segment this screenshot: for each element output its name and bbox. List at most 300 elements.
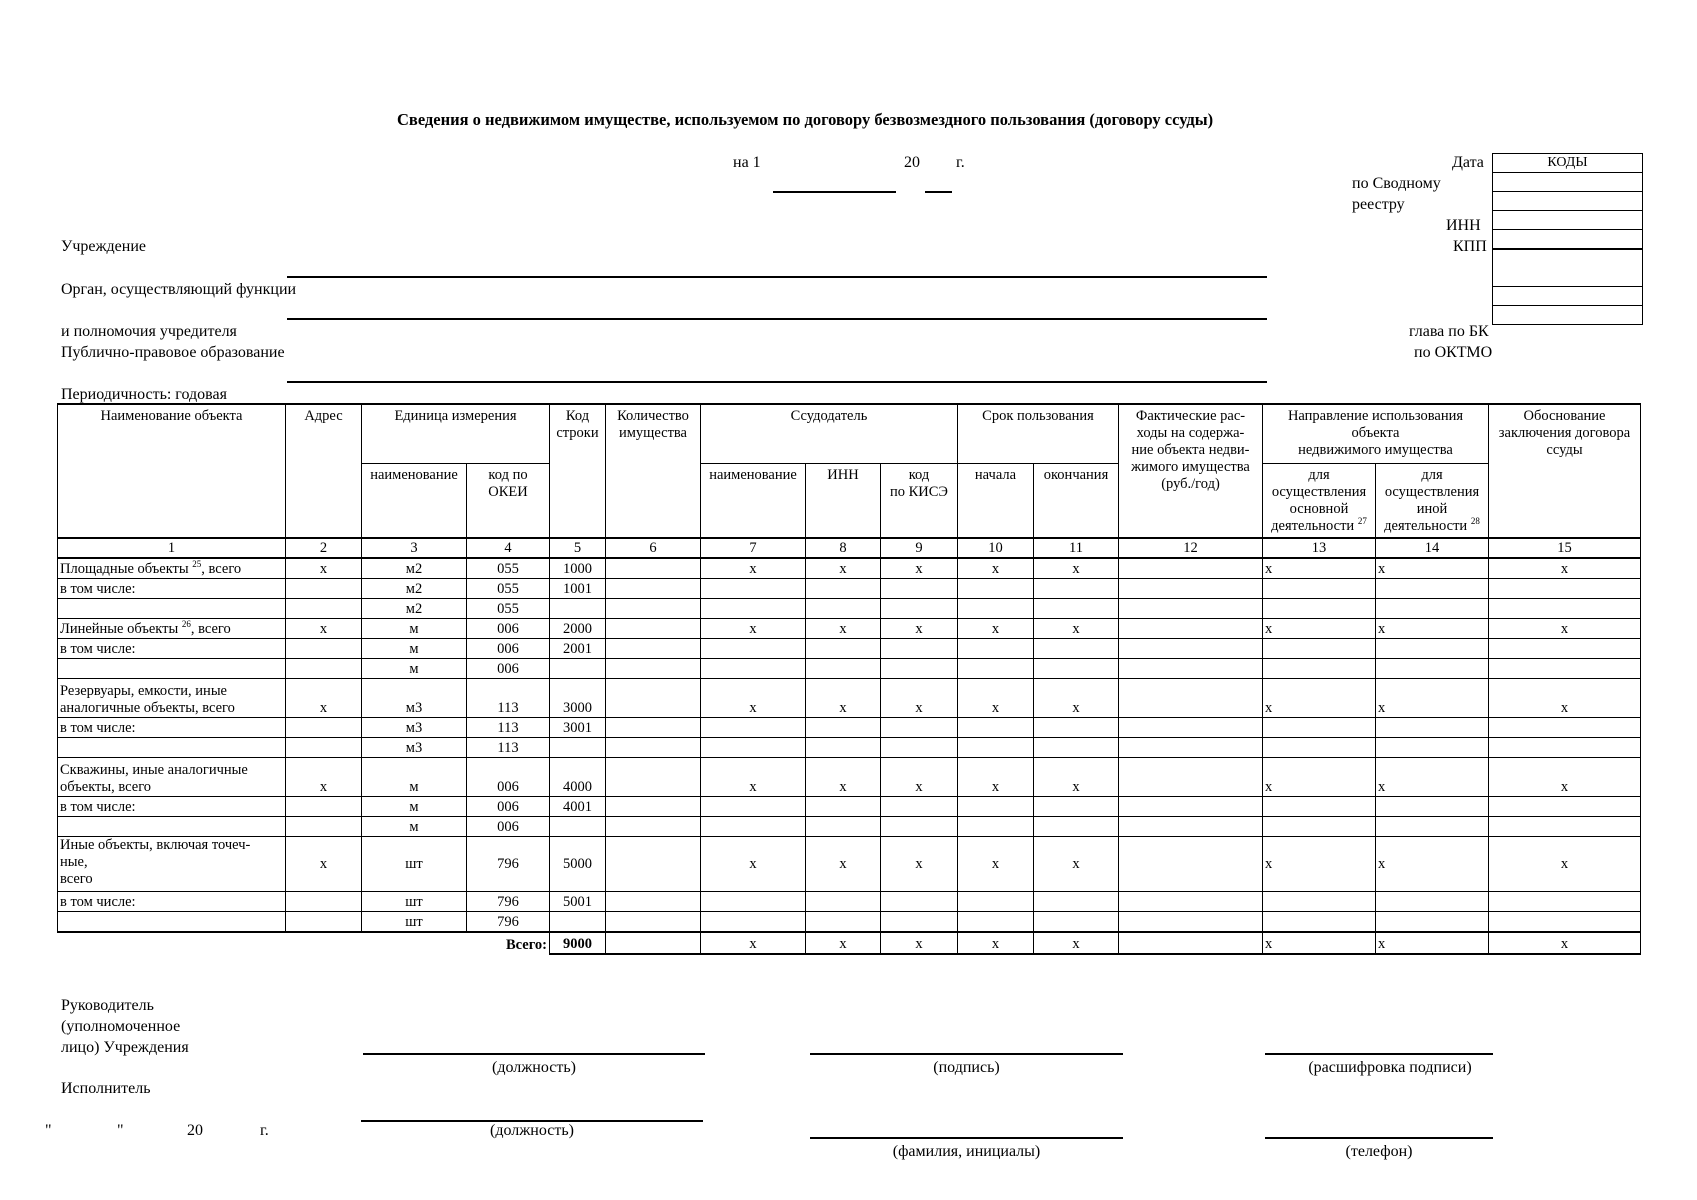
total-expenses-cell[interactable] <box>1119 932 1263 954</box>
executor-fio-line[interactable] <box>810 1137 1123 1139</box>
term-end-cell: х <box>1034 837 1119 892</box>
total-lender-inn-cell: х <box>806 932 881 954</box>
basis-cell[interactable] <box>1489 738 1641 758</box>
lender-name-cell[interactable] <box>701 892 806 912</box>
row-code-cell[interactable] <box>550 738 606 758</box>
lender-inn-cell: х <box>806 837 881 892</box>
address-cell[interactable] <box>286 817 362 837</box>
term-end-cell[interactable] <box>1034 599 1119 619</box>
expenses-cell[interactable] <box>1119 738 1263 758</box>
col-number: 15 <box>1489 538 1641 558</box>
table-row <box>58 599 1641 619</box>
total-lender-name-cell: х <box>701 932 806 954</box>
expenses-cell[interactable] <box>1119 558 1263 579</box>
total-label: Всего: <box>58 932 550 954</box>
expenses-cell[interactable] <box>1119 912 1263 933</box>
dir-main-cell[interactable] <box>1263 892 1376 912</box>
term-start-cell[interactable] <box>958 892 1034 912</box>
lender-kise-cell: х <box>881 619 958 639</box>
basis-cell: х <box>1489 558 1641 579</box>
report-date-year: 20 <box>904 154 920 171</box>
code-date-cell[interactable] <box>1493 173 1643 192</box>
col-number: 1 <box>58 538 286 558</box>
quantity-cell[interactable] <box>606 758 701 797</box>
okei-cell: 006 <box>467 817 550 837</box>
unit-cell: м3 <box>362 738 467 758</box>
lender-inn-cell[interactable] <box>806 599 881 619</box>
codes-svodny-label-1: по Сводному <box>1352 175 1441 192</box>
lender-name-cell[interactable] <box>701 718 806 738</box>
expenses-cell[interactable] <box>1119 599 1263 619</box>
code-svodny-cell[interactable] <box>1493 192 1643 211</box>
basis-cell: х <box>1489 758 1641 797</box>
lender-inn-cell[interactable] <box>806 579 881 599</box>
col-header-term: Срок пользования <box>958 404 1119 463</box>
col-header-expenses: Фактические рас- ходы на содержа- ние объекта недви- жимого имущества (руб./год) <box>1119 404 1263 538</box>
address-cell[interactable] <box>286 738 362 758</box>
organ-line[interactable] <box>287 318 1267 320</box>
okei-cell: 796 <box>467 912 550 933</box>
unit-cell: м <box>362 659 467 679</box>
col-header-lender-kise: код по КИСЭ <box>881 463 958 538</box>
term-end-cell[interactable] <box>1034 817 1119 837</box>
address-cell[interactable] <box>286 599 362 619</box>
table-row <box>58 558 1641 579</box>
code-kpp-cell[interactable] <box>1493 230 1643 250</box>
table-row <box>58 837 1641 892</box>
col-number: 8 <box>806 538 881 558</box>
unit-cell: шт <box>362 837 467 892</box>
term-end-cell[interactable] <box>1034 738 1119 758</box>
lender-kise-cell[interactable] <box>881 797 958 817</box>
quantity-cell[interactable] <box>606 892 701 912</box>
date-year-line[interactable] <box>925 191 952 193</box>
okei-cell: 006 <box>467 797 550 817</box>
total-basis-cell: х <box>1489 932 1641 954</box>
code-organ-cell[interactable] <box>1493 249 1643 287</box>
dir-main-cell[interactable] <box>1263 817 1376 837</box>
column-numbers-row <box>58 538 1641 558</box>
col-header-quantity: Количество имущества <box>606 404 701 538</box>
basis-cell: х <box>1489 679 1641 718</box>
basis-cell: х <box>1489 837 1641 892</box>
row-code-cell: 1001 <box>550 579 606 599</box>
row-code-cell: 4000 <box>550 758 606 797</box>
term-end-cell[interactable] <box>1034 797 1119 817</box>
dir-other-cell[interactable] <box>1376 892 1489 912</box>
dir-other-cell[interactable] <box>1376 817 1489 837</box>
okei-cell: 006 <box>467 639 550 659</box>
row-code-cell[interactable] <box>550 599 606 619</box>
col-header-term-end: окончания <box>1034 463 1119 538</box>
quantity-cell[interactable] <box>606 817 701 837</box>
code-inn-cell[interactable] <box>1493 211 1643 230</box>
dir-main-cell[interactable] <box>1263 599 1376 619</box>
lender-name-cell[interactable] <box>701 797 806 817</box>
codes-oktmo-label: по ОКТМО <box>1414 344 1493 361</box>
institution-line[interactable] <box>287 276 1267 278</box>
lender-inn-cell[interactable] <box>806 797 881 817</box>
head-decoding-caption: (расшифровка подписи) <box>1308 1059 1472 1076</box>
col-header-lender: Ссудодатель <box>701 404 958 463</box>
expenses-cell[interactable] <box>1119 579 1263 599</box>
quantity-cell[interactable] <box>606 599 701 619</box>
row-name-cell: Линейные объекты $^{26}$, всего <box>58 619 286 639</box>
date-day-month-line[interactable] <box>773 191 896 193</box>
table-row <box>58 579 1641 599</box>
address-cell: х <box>286 558 362 579</box>
dir-other-cell[interactable] <box>1376 639 1489 659</box>
codes-date-label: Дата <box>1452 154 1484 171</box>
term-end-cell[interactable] <box>1034 892 1119 912</box>
term-end-cell[interactable] <box>1034 639 1119 659</box>
lender-name-cell[interactable] <box>701 579 806 599</box>
lender-kise-cell[interactable] <box>881 912 958 933</box>
quantity-cell[interactable] <box>606 679 701 718</box>
basis-cell[interactable] <box>1489 659 1641 679</box>
row-name-cell[interactable] <box>58 817 286 837</box>
col-number: 11 <box>1034 538 1119 558</box>
expenses-cell[interactable] <box>1119 817 1263 837</box>
okei-cell: 006 <box>467 659 550 679</box>
row-code-cell: 1000 <box>550 558 606 579</box>
col-header-okei: код по ОКЕИ <box>467 463 550 538</box>
address-cell: х <box>286 679 362 718</box>
row-name-cell: в том числе: <box>58 892 286 912</box>
signature-date-year: 20 <box>187 1122 203 1139</box>
unit-cell: м2 <box>362 579 467 599</box>
lender-name-cell[interactable] <box>701 659 806 679</box>
dir-main-cell[interactable] <box>1263 718 1376 738</box>
total-term-end-cell: х <box>1034 932 1119 954</box>
organ-label-1: Орган, осуществляющий функции <box>61 281 297 298</box>
row-code-cell[interactable] <box>550 659 606 679</box>
row-code-cell: 3001 <box>550 718 606 738</box>
basis-cell[interactable] <box>1489 579 1641 599</box>
periodicity-label: Периодичность: годовая <box>61 386 227 403</box>
address-cell[interactable] <box>286 639 362 659</box>
col-number: 13 <box>1263 538 1376 558</box>
quantity-cell[interactable] <box>606 619 701 639</box>
report-date-suffix: г. <box>956 154 965 171</box>
executor-phone-line[interactable] <box>1265 1137 1493 1139</box>
col-number: 6 <box>606 538 701 558</box>
codes-svodny-label-2: реестру <box>1352 196 1405 213</box>
organ-label-2: и полномочия учредителя <box>61 323 237 340</box>
unit-cell: м <box>362 797 467 817</box>
unit-cell: м3 <box>362 718 467 738</box>
table-row <box>58 797 1641 817</box>
col-number: 2 <box>286 538 362 558</box>
row-name-cell: в том числе: <box>58 718 286 738</box>
quantity-cell[interactable] <box>606 718 701 738</box>
dir-other-cell[interactable] <box>1376 797 1489 817</box>
term-start-cell[interactable] <box>958 599 1034 619</box>
head-signature-line[interactable] <box>810 1053 1123 1055</box>
lender-inn-cell[interactable] <box>806 817 881 837</box>
lender-inn-cell[interactable] <box>806 718 881 738</box>
expenses-cell[interactable] <box>1119 718 1263 738</box>
term-start-cell[interactable] <box>958 817 1034 837</box>
term-start-cell[interactable] <box>958 912 1034 933</box>
table-row <box>58 817 1641 837</box>
date-open-quote: " <box>45 1122 52 1139</box>
dir-other-cell: х <box>1376 558 1489 579</box>
col-header-lender-name: наименование <box>701 463 806 538</box>
col-header-unit-name: наименование <box>362 463 467 538</box>
row-name-cell[interactable] <box>58 659 286 679</box>
table-row <box>58 738 1641 758</box>
total-row <box>58 932 1641 954</box>
property-table <box>57 403 1641 955</box>
okei-cell: 113 <box>467 718 550 738</box>
col-number: 5 <box>550 538 606 558</box>
expenses-cell[interactable] <box>1119 837 1263 892</box>
address-cell: х <box>286 619 362 639</box>
expenses-cell[interactable] <box>1119 639 1263 659</box>
lender-inn-cell: х <box>806 679 881 718</box>
code-oktmo-cell[interactable] <box>1493 306 1643 325</box>
row-name-cell[interactable] <box>58 599 286 619</box>
dir-main-cell: х <box>1263 558 1376 579</box>
lender-kise-cell[interactable] <box>881 738 958 758</box>
dir-main-cell[interactable] <box>1263 912 1376 933</box>
head-label-2: (уполномоченное <box>61 1018 181 1035</box>
lender-kise-cell[interactable] <box>881 718 958 738</box>
dir-main-cell: х <box>1263 679 1376 718</box>
row-name-cell: в том числе: <box>58 639 286 659</box>
lender-kise-cell[interactable] <box>881 639 958 659</box>
head-decoding-line[interactable] <box>1265 1053 1493 1055</box>
address-cell[interactable] <box>286 892 362 912</box>
row-name-cell: Площадные объекты $^{25}$, всего <box>58 558 286 579</box>
dir-main-cell[interactable] <box>1263 738 1376 758</box>
term-start-cell[interactable] <box>958 639 1034 659</box>
quantity-cell[interactable] <box>606 639 701 659</box>
col-header-direction: Направление использования объекта недвижимого имущества <box>1263 404 1489 463</box>
lender-inn-cell: х <box>806 619 881 639</box>
dir-main-cell[interactable] <box>1263 659 1376 679</box>
okei-cell: 113 <box>467 738 550 758</box>
dir-main-cell[interactable] <box>1263 579 1376 599</box>
col-header-dir-main: для осуществления основной деятельности $^{27}$ <box>1263 463 1376 538</box>
col-header-unit: Единица измерения <box>362 404 550 463</box>
executor-fio-caption: (фамилия, инициалы) <box>892 1143 1041 1160</box>
dir-other-cell: х <box>1376 619 1489 639</box>
lender-kise-cell[interactable] <box>881 659 958 679</box>
dir-other-cell[interactable] <box>1376 738 1489 758</box>
dir-main-cell: х <box>1263 619 1376 639</box>
codes-inn-label: ИНН <box>1446 217 1481 234</box>
lender-name-cell[interactable] <box>701 817 806 837</box>
address-cell[interactable] <box>286 659 362 679</box>
dir-other-cell[interactable] <box>1376 912 1489 933</box>
address-cell[interactable] <box>286 579 362 599</box>
address-cell: х <box>286 837 362 892</box>
expenses-cell[interactable] <box>1119 892 1263 912</box>
expenses-cell[interactable] <box>1119 679 1263 718</box>
public-entity-line[interactable] <box>287 381 1267 383</box>
institution-label: Учреждение <box>61 238 146 255</box>
okei-cell: 006 <box>467 758 550 797</box>
basis-cell[interactable] <box>1489 817 1641 837</box>
table-row <box>58 639 1641 659</box>
lender-kise-cell[interactable] <box>881 817 958 837</box>
lender-kise-cell: х <box>881 837 958 892</box>
table-row <box>58 758 1641 797</box>
codes-kpp-label: КПП <box>1453 238 1487 255</box>
row-code-cell: 2000 <box>550 619 606 639</box>
lender-inn-cell[interactable] <box>806 892 881 912</box>
quantity-cell[interactable] <box>606 738 701 758</box>
lender-name-cell[interactable] <box>701 912 806 933</box>
col-number: 12 <box>1119 538 1263 558</box>
executor-label: Исполнитель <box>61 1080 151 1097</box>
lender-inn-cell[interactable] <box>806 912 881 933</box>
basis-cell[interactable] <box>1489 599 1641 619</box>
total-term-start-cell: х <box>958 932 1034 954</box>
lender-inn-cell[interactable] <box>806 639 881 659</box>
dir-main-cell[interactable] <box>1263 797 1376 817</box>
term-start-cell[interactable] <box>958 797 1034 817</box>
col-header-address: Адрес <box>286 404 362 538</box>
expenses-cell[interactable] <box>1119 758 1263 797</box>
lender-name-cell: х <box>701 837 806 892</box>
basis-cell: х <box>1489 619 1641 639</box>
unit-cell: м2 <box>362 558 467 579</box>
head-position-line[interactable] <box>363 1053 705 1055</box>
total-dir-main-cell: х <box>1263 932 1376 954</box>
quantity-cell[interactable] <box>606 579 701 599</box>
lender-kise-cell[interactable] <box>881 892 958 912</box>
expenses-cell[interactable] <box>1119 659 1263 679</box>
address-cell[interactable] <box>286 718 362 738</box>
lender-kise-cell: х <box>881 679 958 718</box>
lender-name-cell[interactable] <box>701 599 806 619</box>
lender-name-cell[interactable] <box>701 639 806 659</box>
term-end-cell[interactable] <box>1034 912 1119 933</box>
term-start-cell[interactable] <box>958 579 1034 599</box>
row-code-cell[interactable] <box>550 912 606 933</box>
lender-name-cell[interactable] <box>701 738 806 758</box>
dir-other-cell[interactable] <box>1376 718 1489 738</box>
codes-box <box>1492 153 1643 325</box>
row-name-cell: в том числе: <box>58 579 286 599</box>
row-code-cell[interactable] <box>550 817 606 837</box>
head-position-caption: (должность) <box>492 1059 576 1076</box>
term-end-cell: х <box>1034 679 1119 718</box>
total-quantity-cell[interactable] <box>606 932 701 954</box>
col-header-lender-inn: ИНН <box>806 463 881 538</box>
lender-inn-cell[interactable] <box>806 659 881 679</box>
okei-cell: 006 <box>467 619 550 639</box>
term-end-cell[interactable] <box>1034 659 1119 679</box>
term-start-cell[interactable] <box>958 718 1034 738</box>
basis-cell[interactable] <box>1489 912 1641 933</box>
dir-other-cell: х <box>1376 679 1489 718</box>
term-start-cell: х <box>958 837 1034 892</box>
dir-main-cell[interactable] <box>1263 639 1376 659</box>
unit-cell: м3 <box>362 679 467 718</box>
document-title: Сведения о недвижимом имуществе, используемом по договору безвозмездного пользования (договору ссуды) <box>397 110 1214 129</box>
lender-kise-cell: х <box>881 558 958 579</box>
row-code-cell: 4001 <box>550 797 606 817</box>
executor-position-caption: (должность) <box>490 1122 574 1139</box>
executor-phone-caption: (телефон) <box>1345 1143 1413 1160</box>
lender-kise-cell[interactable] <box>881 579 958 599</box>
row-code-cell: 5001 <box>550 892 606 912</box>
row-name-cell: Резервуары, емкости, иные аналогичные объекты, всего <box>58 679 286 718</box>
lender-kise-cell[interactable] <box>881 599 958 619</box>
term-end-cell[interactable] <box>1034 579 1119 599</box>
unit-cell: м2 <box>362 599 467 619</box>
total-row-code: 9000 <box>550 932 606 954</box>
address-cell[interactable] <box>286 912 362 933</box>
col-number: 14 <box>1376 538 1489 558</box>
dir-other-cell[interactable] <box>1376 599 1489 619</box>
row-code-cell: 2001 <box>550 639 606 659</box>
total-lender-kise-cell: х <box>881 932 958 954</box>
date-close-quote: " <box>117 1122 124 1139</box>
basis-cell[interactable] <box>1489 797 1641 817</box>
address-cell[interactable] <box>286 797 362 817</box>
quantity-cell[interactable] <box>606 912 701 933</box>
head-label-3: лицо) Учреждения <box>61 1039 189 1056</box>
row-name-cell: Иные объекты, включая точеч- ные, всего <box>58 837 286 892</box>
codes-header: КОДЫ <box>1493 154 1643 173</box>
total-dir-other-cell: х <box>1376 932 1489 954</box>
col-header-term-start: начала <box>958 463 1034 538</box>
term-start-cell: х <box>958 679 1034 718</box>
basis-cell[interactable] <box>1489 892 1641 912</box>
row-code-cell: 3000 <box>550 679 606 718</box>
quantity-cell[interactable] <box>606 659 701 679</box>
term-start-cell[interactable] <box>958 738 1034 758</box>
term-end-cell[interactable] <box>1034 718 1119 738</box>
row-name-cell[interactable] <box>58 912 286 933</box>
unit-cell: шт <box>362 912 467 933</box>
unit-cell: шт <box>362 892 467 912</box>
term-start-cell[interactable] <box>958 659 1034 679</box>
term-start-cell: х <box>958 758 1034 797</box>
basis-cell[interactable] <box>1489 639 1641 659</box>
term-end-cell: х <box>1034 758 1119 797</box>
okei-cell: 796 <box>467 837 550 892</box>
term-start-cell: х <box>958 619 1034 639</box>
dir-other-cell[interactable] <box>1376 579 1489 599</box>
quantity-cell[interactable] <box>606 797 701 817</box>
quantity-cell[interactable] <box>606 558 701 579</box>
expenses-cell[interactable] <box>1119 619 1263 639</box>
lender-name-cell: х <box>701 679 806 718</box>
public-entity-label: Публично-правовое образование <box>61 344 285 361</box>
okei-cell: 055 <box>467 599 550 619</box>
head-signature-caption: (подпись) <box>933 1059 1000 1076</box>
col-header-dir-other: для осуществления иной деятельности $^{28}$ <box>1376 463 1489 538</box>
row-name-cell[interactable] <box>58 738 286 758</box>
expenses-cell[interactable] <box>1119 797 1263 817</box>
address-cell: х <box>286 758 362 797</box>
table-row <box>58 659 1641 679</box>
basis-cell[interactable] <box>1489 718 1641 738</box>
head-label-1: Руководитель <box>61 997 154 1014</box>
lender-inn-cell[interactable] <box>806 738 881 758</box>
dir-other-cell[interactable] <box>1376 659 1489 679</box>
quantity-cell[interactable] <box>606 837 701 892</box>
table-row <box>58 912 1641 933</box>
code-glava-cell[interactable] <box>1493 287 1643 306</box>
codes-glava-label: глава по БК <box>1409 323 1489 340</box>
